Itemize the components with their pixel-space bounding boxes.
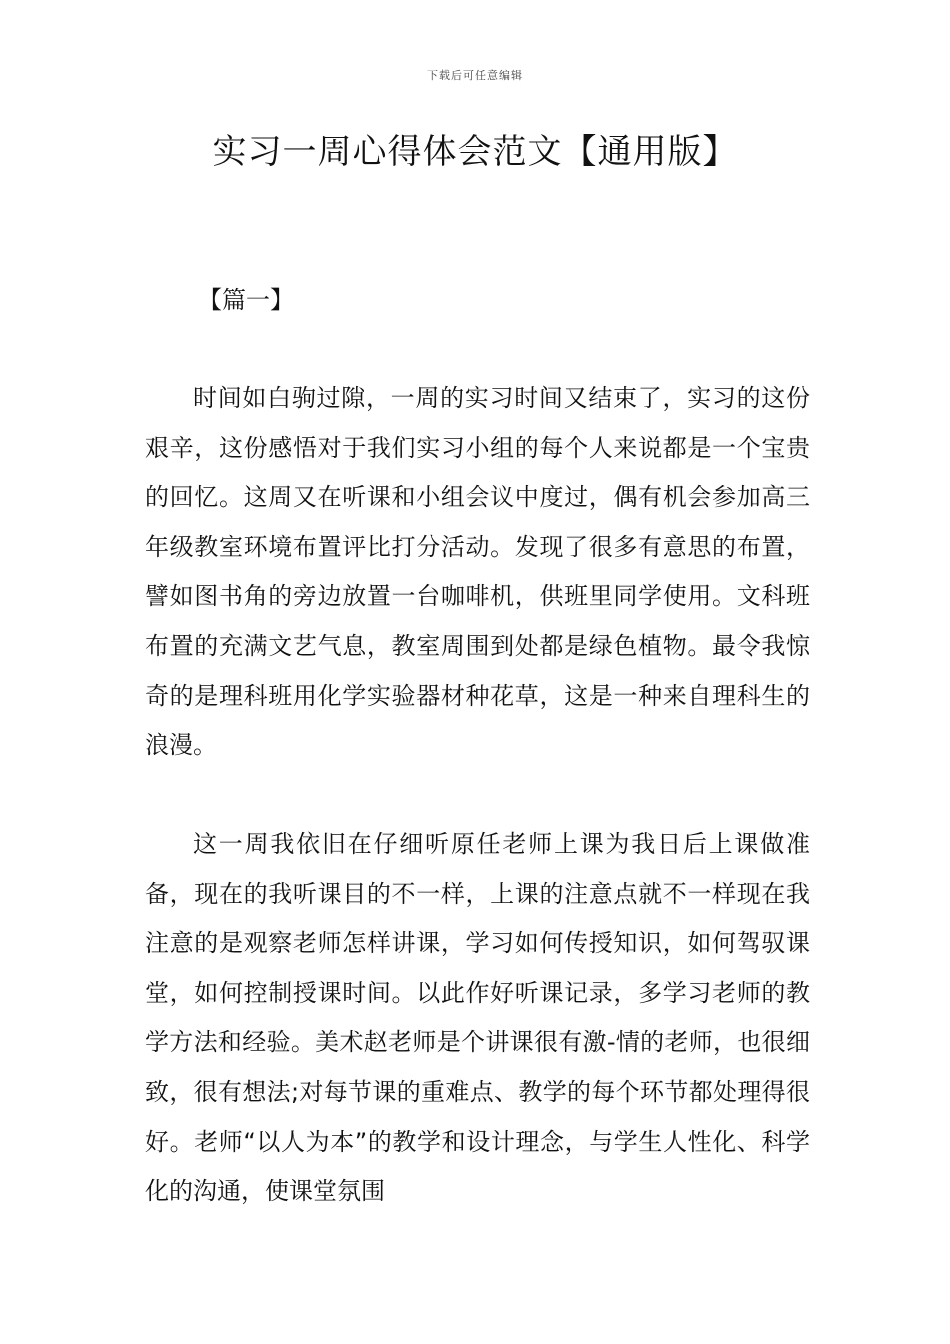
body-paragraph-1: 时间如白驹过隙，一周的实习时间又结束了，实习的这份艰辛，这份感悟对于我们实习小组的每个人来说都是一个宝贵的回忆。这周又在听课和小组会议中度过，偶有机会参加高三年级教室环境布置评比打分活动。发现了很多有意思的布置，譬如图书角的旁边放置一台咖啡机，供班里同学使用。文科班布置的充满文艺气息，教室周围到处都是绿色植物。最令我惊奇的是理科班用化学实验器材种花草，这是一种来自理科生的浪漫。 — [145, 384, 810, 760]
section-label: 【篇一】 — [198, 286, 294, 314]
header-note: 下载后可任意编辑 — [427, 69, 523, 82]
document-title: 实习一周心得体会范文【通用版】 — [212, 132, 738, 172]
body-paragraph-2: 这一周我依旧在仔细听原任老师上课为我日后上课做准备，现在的我听课目的不一样，上课的注意点就不一样现在我注意的是观察老师怎样讲课，学习如何传授知识，如何驾驭课堂，如何控制授课时间。以此作好听课记录，多学习老师的教学方法和经验。美术赵老师是个讲课很有激-情的老师，也很细致，很有想法;对每节课的重难点、教学的每个环节都处理得很好。老师“以人为本”的教学和设计理念，与学生人性化、科学化的沟通，使课堂氛围 — [145, 830, 810, 1206]
